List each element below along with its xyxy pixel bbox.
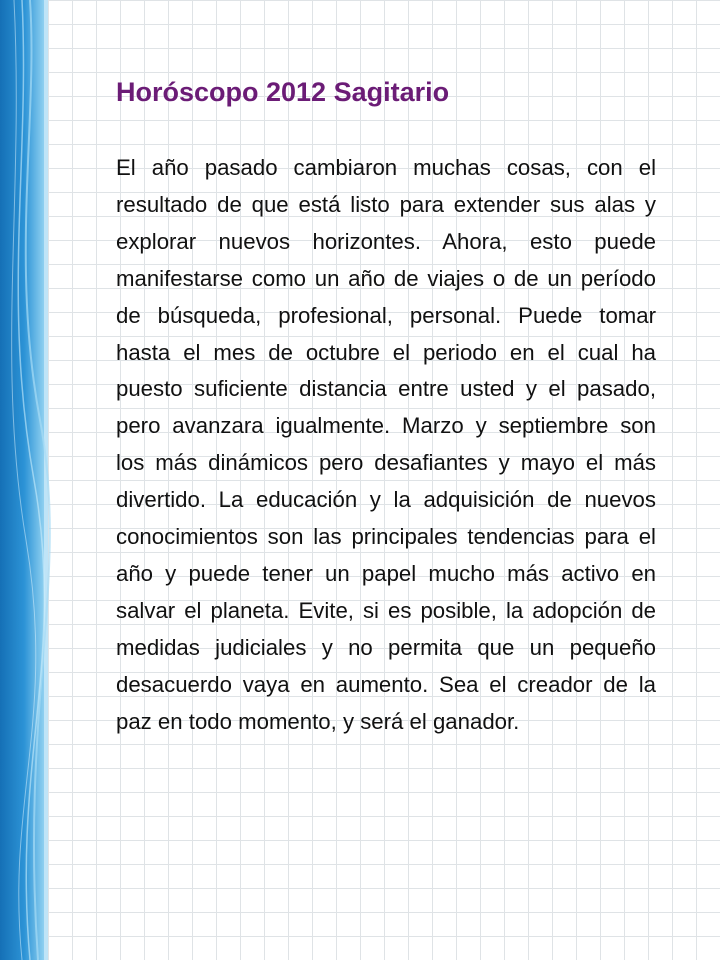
slide-body-text: El año pasado cambiaron muchas cosas, con el resultado de que está listo para extender sus alas y explorar nuevos horizontes. Ahora, esto puede manifestarse como un año de viajes o de un período de búsqueda, profesional, personal. Puede tomar hasta el mes de octubre el periodo en el cual ha puesto suficiente distancia entre usted y el pasado, pero avanzara igualmente. Marzo y septiembre son los más dinámicos pero desafiantes y mayo el más divertido. La educación y la adquisición de nuevos conocimientos son las principales tendencias para el año y puede tener un papel mucho más activo en salvar el planeta. Evite, si es posible, la adopción de medidas judiciales y no permita que un pequeño desacuerdo vaya en aumento. Sea el creador de la paz en todo momento, y será el ganador. [116,155,656,734]
slide-title: Horóscopo 2012 Sagitario [116,77,450,107]
decorative-side-band [0,0,60,960]
